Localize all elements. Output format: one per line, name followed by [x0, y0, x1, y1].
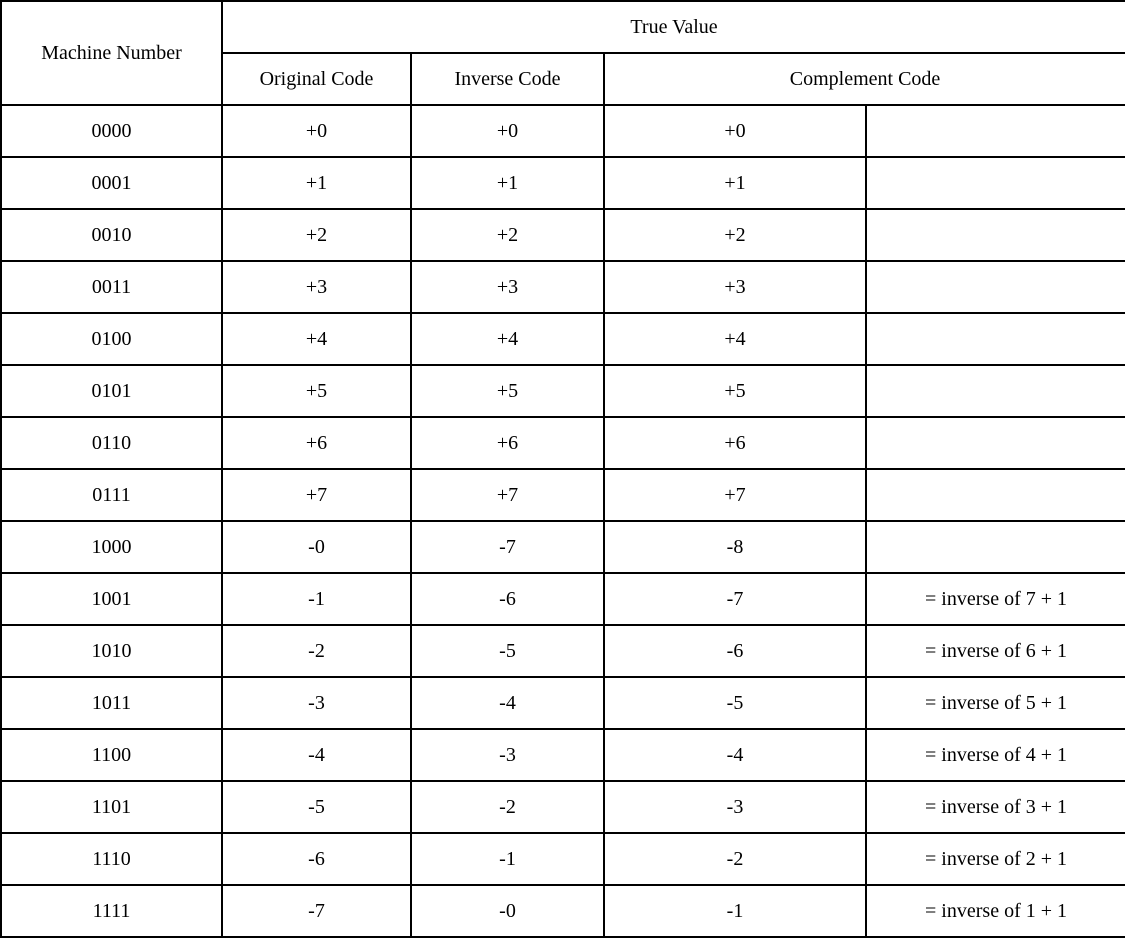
cell-complement: -2	[604, 833, 866, 885]
table-body	[1, 105, 1125, 937]
cell-inverse: -7	[411, 521, 604, 573]
cell-original: -7	[222, 885, 411, 937]
cell-complement: -8	[604, 521, 866, 573]
cell-original: -5	[222, 781, 411, 833]
cell-inverse: +0	[411, 105, 604, 157]
cell-machine: 1101	[1, 781, 222, 833]
cell-original: +5	[222, 365, 411, 417]
cell-original: +6	[222, 417, 411, 469]
cell-machine: 1111	[1, 885, 222, 937]
cell-machine: 0010	[1, 209, 222, 261]
cell-machine: 1010	[1, 625, 222, 677]
header-complement-code: Complement Code	[604, 53, 1125, 105]
table-row	[1, 625, 1125, 677]
cell-inverse: +6	[411, 417, 604, 469]
cell-inverse: -0	[411, 885, 604, 937]
cell-original: +2	[222, 209, 411, 261]
cell-note	[866, 209, 1125, 261]
table-row	[1, 781, 1125, 833]
cell-machine: 1011	[1, 677, 222, 729]
cell-complement: -7	[604, 573, 866, 625]
table-row	[1, 365, 1125, 417]
cell-note: = inverse of 2 + 1	[866, 833, 1125, 885]
cell-note: = inverse of 6 + 1	[866, 625, 1125, 677]
cell-note	[866, 261, 1125, 313]
cell-original: +7	[222, 469, 411, 521]
cell-complement: +7	[604, 469, 866, 521]
cell-original: -0	[222, 521, 411, 573]
table-row	[1, 417, 1125, 469]
cell-original: +1	[222, 157, 411, 209]
table-row	[1, 521, 1125, 573]
table-row	[1, 209, 1125, 261]
table-row	[1, 729, 1125, 781]
cell-machine: 0011	[1, 261, 222, 313]
cell-machine: 0110	[1, 417, 222, 469]
cell-complement: -1	[604, 885, 866, 937]
table-row	[1, 469, 1125, 521]
cell-machine: 1001	[1, 573, 222, 625]
cell-inverse: -6	[411, 573, 604, 625]
cell-complement: +4	[604, 313, 866, 365]
header-machine-number: Machine Number	[1, 1, 222, 105]
cell-original: -6	[222, 833, 411, 885]
cell-note	[866, 105, 1125, 157]
header-original-code: Original Code	[222, 53, 411, 105]
cell-note	[866, 469, 1125, 521]
table-row	[1, 677, 1125, 729]
cell-note	[866, 157, 1125, 209]
header-row-1	[1, 1, 1125, 53]
cell-complement: +2	[604, 209, 866, 261]
cell-original: -4	[222, 729, 411, 781]
cell-original: -1	[222, 573, 411, 625]
cell-machine: 0001	[1, 157, 222, 209]
cell-inverse: -3	[411, 729, 604, 781]
table-row	[1, 885, 1125, 937]
cell-original: +3	[222, 261, 411, 313]
cell-complement: +5	[604, 365, 866, 417]
cell-note	[866, 521, 1125, 573]
cell-inverse: -1	[411, 833, 604, 885]
cell-note: = inverse of 1 + 1	[866, 885, 1125, 937]
cell-note: = inverse of 4 + 1	[866, 729, 1125, 781]
cell-note	[866, 313, 1125, 365]
cell-complement: -5	[604, 677, 866, 729]
cell-inverse: +5	[411, 365, 604, 417]
cell-inverse: +7	[411, 469, 604, 521]
cell-note	[866, 365, 1125, 417]
cell-inverse: +1	[411, 157, 604, 209]
cell-complement: +3	[604, 261, 866, 313]
cell-inverse: -5	[411, 625, 604, 677]
cell-original: -3	[222, 677, 411, 729]
cell-inverse: +4	[411, 313, 604, 365]
header-inverse-code: Inverse Code	[411, 53, 604, 105]
cell-complement: +1	[604, 157, 866, 209]
cell-note: = inverse of 7 + 1	[866, 573, 1125, 625]
cell-complement: -3	[604, 781, 866, 833]
cell-note: = inverse of 3 + 1	[866, 781, 1125, 833]
cell-machine: 0100	[1, 313, 222, 365]
cell-complement: -6	[604, 625, 866, 677]
cell-complement: -4	[604, 729, 866, 781]
cell-inverse: -4	[411, 677, 604, 729]
table-row	[1, 573, 1125, 625]
cell-complement: +0	[604, 105, 866, 157]
cell-inverse: +2	[411, 209, 604, 261]
table-row	[1, 261, 1125, 313]
cell-original: +4	[222, 313, 411, 365]
cell-machine: 1110	[1, 833, 222, 885]
cell-original: +0	[222, 105, 411, 157]
cell-note	[866, 417, 1125, 469]
cell-complement: +6	[604, 417, 866, 469]
header-true-value: True Value	[222, 1, 1125, 53]
cell-inverse: -2	[411, 781, 604, 833]
cell-inverse: +3	[411, 261, 604, 313]
cell-machine: 0101	[1, 365, 222, 417]
table-row	[1, 833, 1125, 885]
cell-machine: 1000	[1, 521, 222, 573]
table-row	[1, 313, 1125, 365]
cell-original: -2	[222, 625, 411, 677]
cell-machine: 0000	[1, 105, 222, 157]
cell-machine: 0111	[1, 469, 222, 521]
table-row	[1, 105, 1125, 157]
table-row	[1, 157, 1125, 209]
cell-note: = inverse of 5 + 1	[866, 677, 1125, 729]
cell-machine: 1100	[1, 729, 222, 781]
